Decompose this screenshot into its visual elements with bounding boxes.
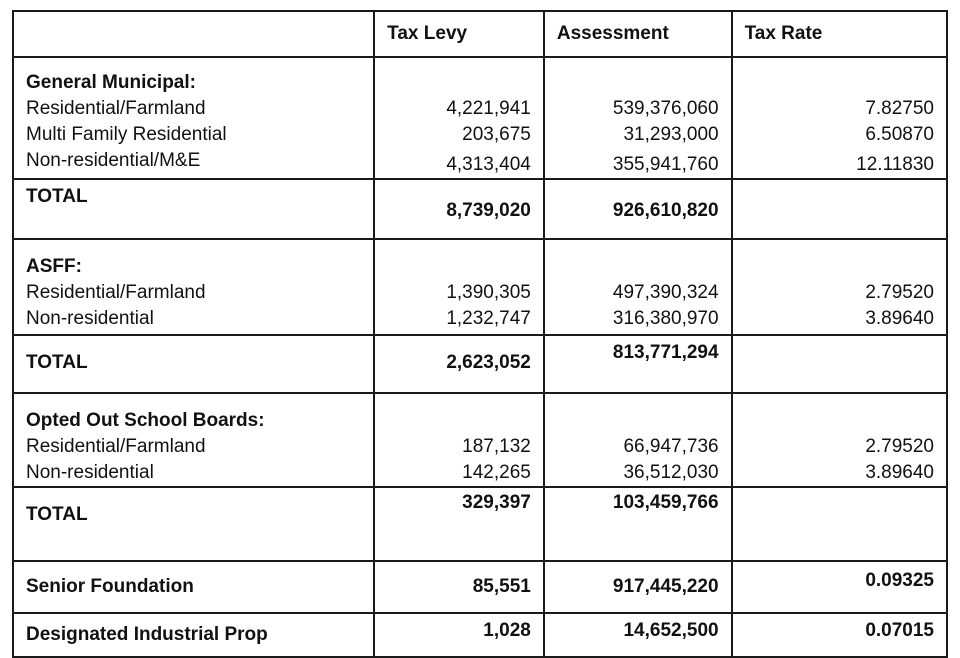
total-label: TOTAL bbox=[13, 179, 374, 239]
levy-value: 4,221,941 bbox=[446, 98, 531, 119]
header-tax-rate: Tax Rate bbox=[732, 11, 947, 57]
header-row bbox=[13, 11, 947, 57]
designated-industrial-assessment: 14,652,500 bbox=[544, 613, 732, 657]
header-blank bbox=[13, 11, 374, 57]
levy-value: 203,675 bbox=[462, 124, 531, 145]
rate-value: 2.79520 bbox=[865, 436, 934, 457]
total-label: TOTAL bbox=[13, 487, 374, 561]
asff-section bbox=[13, 239, 947, 335]
section-title: ASFF: bbox=[26, 256, 82, 277]
row-label: Residential/Farmland bbox=[26, 436, 206, 457]
rate-value: 3.89640 bbox=[865, 308, 934, 329]
section-title: Opted Out School Boards: bbox=[26, 410, 265, 431]
total-levy: 329,397 bbox=[374, 487, 544, 561]
total-rate-empty bbox=[732, 179, 947, 239]
assessment-value: 31,293,000 bbox=[623, 124, 719, 145]
row-label: Multi Family Residential bbox=[26, 124, 227, 145]
senior-foundation-levy: 85,551 bbox=[374, 561, 544, 613]
designated-industrial-row bbox=[13, 613, 947, 657]
assessment-value: 497,390,324 bbox=[612, 282, 719, 303]
levy-value: 142,265 bbox=[462, 462, 531, 483]
rate-value: 2.79520 bbox=[865, 282, 934, 303]
rate-value: 3.89640 bbox=[865, 462, 934, 483]
total-rate-empty bbox=[732, 335, 947, 393]
assessment-value: 36,512,030 bbox=[623, 462, 719, 483]
senior-foundation-label: Senior Foundation bbox=[13, 561, 374, 613]
total-levy: 8,739,020 bbox=[374, 179, 544, 239]
general-municipal-section bbox=[13, 57, 947, 179]
assessment-value: 66,947,736 bbox=[623, 436, 719, 457]
row-label: Non-residential bbox=[26, 308, 154, 329]
total-assessment: 813,771,294 bbox=[544, 335, 732, 393]
tax-table bbox=[12, 10, 948, 658]
assessment-value: 355,941,760 bbox=[612, 154, 719, 175]
total-rate-empty bbox=[732, 487, 947, 561]
header-tax-levy: Tax Levy bbox=[374, 11, 544, 57]
row-label: Non-residential/M&E bbox=[26, 150, 201, 171]
row-label: Non-residential bbox=[26, 462, 154, 483]
header-assessment: Assessment bbox=[544, 11, 732, 57]
senior-foundation-row bbox=[13, 561, 947, 613]
designated-industrial-label: Designated Industrial Prop bbox=[13, 613, 374, 657]
total-label: TOTAL bbox=[13, 335, 374, 393]
senior-foundation-rate: 0.09325 bbox=[732, 561, 947, 613]
levy-value: 1,232,747 bbox=[446, 308, 531, 329]
general-municipal-total-row bbox=[13, 179, 947, 239]
senior-foundation-assessment: 917,445,220 bbox=[544, 561, 732, 613]
asff-total-row bbox=[13, 335, 947, 393]
assessment-value: 539,376,060 bbox=[612, 98, 719, 119]
assessment-value: 316,380,970 bbox=[612, 308, 719, 329]
total-assessment: 926,610,820 bbox=[544, 179, 732, 239]
rate-value: 7.82750 bbox=[865, 98, 934, 119]
total-levy: 2,623,052 bbox=[374, 335, 544, 393]
row-label: Residential/Farmland bbox=[26, 98, 206, 119]
row-label: Residential/Farmland bbox=[26, 282, 206, 303]
total-assessment: 103,459,766 bbox=[544, 487, 732, 561]
levy-value: 1,390,305 bbox=[446, 282, 531, 303]
levy-value: 4,313,404 bbox=[446, 154, 531, 175]
opted-out-section bbox=[13, 393, 947, 487]
rate-value: 6.50870 bbox=[865, 124, 934, 145]
designated-industrial-levy: 1,028 bbox=[374, 613, 544, 657]
rate-value: 12.11830 bbox=[856, 154, 934, 175]
levy-value: 187,132 bbox=[462, 436, 531, 457]
opted-out-total-row bbox=[13, 487, 947, 561]
designated-industrial-rate: 0.07015 bbox=[732, 613, 947, 657]
section-title: General Municipal: bbox=[26, 72, 196, 93]
